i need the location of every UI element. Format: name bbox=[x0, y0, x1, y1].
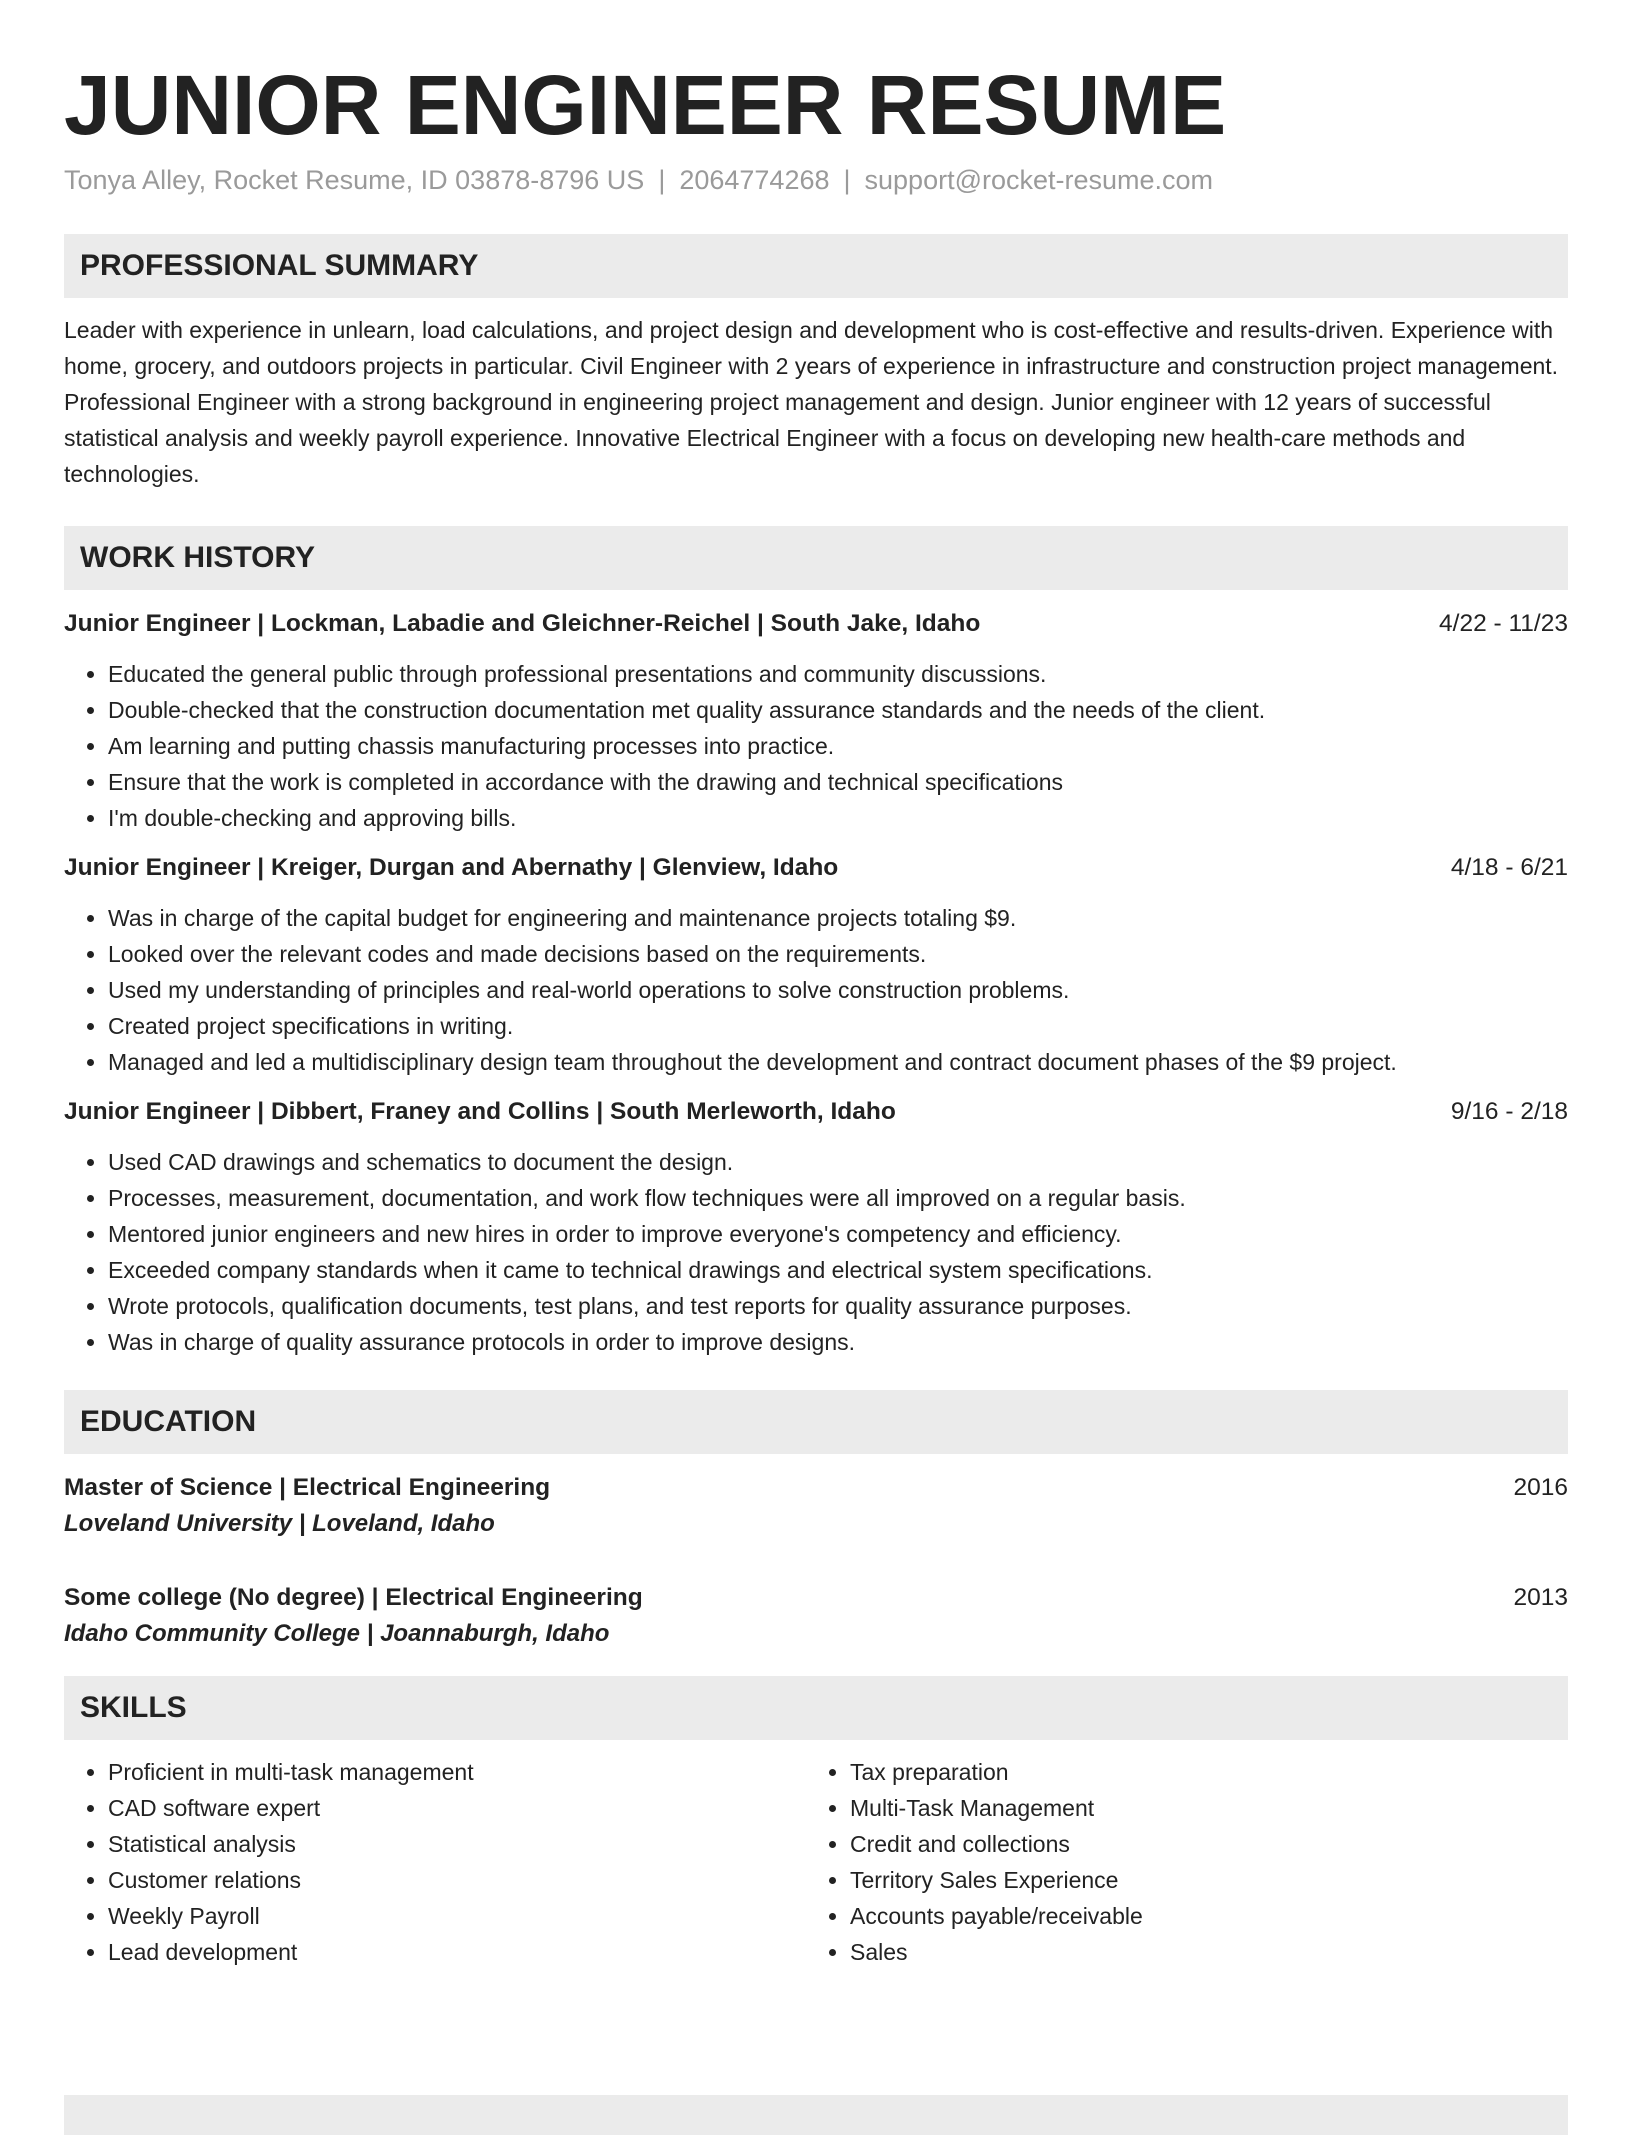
list-item: • CAD software expert bbox=[108, 1790, 806, 1826]
degree: Some college (No degree) | Electrical Engineering bbox=[64, 1584, 643, 1611]
list-item: • Customer relations bbox=[108, 1862, 806, 1898]
list-item: • Wrote protocols, qualification documents, test plans, and test reports for quality assurance purposes. bbox=[108, 1288, 1568, 1324]
list-item: • Created project specifications in writing. bbox=[108, 1008, 1568, 1044]
skills-heading: SKILLS bbox=[64, 1676, 1568, 1740]
list-item: • Territory Sales Experience bbox=[850, 1862, 1548, 1898]
job-bullets bbox=[64, 656, 1568, 836]
list-item: • Was in charge of the capital budget for engineering and maintenance projects totaling $9. bbox=[108, 900, 1568, 936]
list-item: • Managed and led a multidisciplinary design team throughout the development and contract document phases of the $9 project. bbox=[108, 1044, 1568, 1080]
job-dates: 4/22 - 11/23 bbox=[1439, 610, 1568, 637]
summary-heading: PROFESSIONAL SUMMARY bbox=[64, 234, 1568, 298]
job-entry bbox=[64, 606, 1568, 836]
contact-line bbox=[64, 163, 1568, 197]
list-item: • Looked over the relevant codes and made decisions based on the requirements. bbox=[108, 936, 1568, 972]
next-section-bar bbox=[64, 2095, 1568, 2135]
job-dates: 9/16 - 2/18 bbox=[1450, 1098, 1568, 1125]
school: Idaho Community College | Joannaburgh, Idaho bbox=[64, 1620, 610, 1647]
school: Loveland University | Loveland, Idaho bbox=[64, 1510, 495, 1537]
list-item: • Statistical analysis bbox=[108, 1826, 806, 1862]
list-item: • Processes, measurement, documentation, and work flow techniques were all improved on a regular basis. bbox=[108, 1180, 1568, 1216]
page-title: JUNIOR ENGINEER RESUME bbox=[64, 58, 1227, 152]
job-bullets bbox=[64, 900, 1568, 1080]
contact-email: support@rocket-resume.com bbox=[864, 165, 1214, 195]
contact-address: Tonya Alley, Rocket Resume, ID 03878-8796 US bbox=[64, 165, 645, 195]
list-item: • Accounts payable/receivable bbox=[850, 1898, 1548, 1934]
list-item: • Was in charge of quality assurance protocols in order to improve designs. bbox=[108, 1324, 1568, 1360]
job-title: Junior Engineer | Kreiger, Durgan and Abernathy | Glenview, Idaho bbox=[64, 854, 839, 881]
skills-column-left bbox=[64, 1754, 806, 1970]
separator: | bbox=[843, 165, 851, 195]
list-item: • I'm double-checking and approving bills. bbox=[108, 800, 1568, 836]
graduation-year: 2016 bbox=[1513, 1474, 1568, 1501]
list-item: • Double-checked that the construction documentation met quality assurance standards and the needs of the client. bbox=[108, 692, 1568, 728]
summary-text: Leader with experience in unlearn, load calculations, and project design and development who is cost-effective and results-driven. Experience with home, grocery, and outdoors projects in particular. Civil Engineer with 2 years of experience in infrastructure and construction project management. Professional Engineer with a strong background in engineering project management and design. Junior engineer with 12 years of successful statistical analysis and weekly payroll experience. Innovative Electrical Engineer with a focus on developing new health-care methods and technologies. bbox=[64, 317, 1559, 487]
list-item: • Lead development bbox=[108, 1934, 806, 1970]
list-item: • Multi-Task Management bbox=[850, 1790, 1548, 1826]
list-item: • Tax preparation bbox=[850, 1754, 1548, 1790]
education-entry bbox=[64, 1580, 1568, 1652]
education-entry bbox=[64, 1470, 1568, 1542]
job-dates: 4/18 - 6/21 bbox=[1450, 854, 1568, 881]
list-item: • Mentored junior engineers and new hires in order to improve everyone's competency and efficiency. bbox=[108, 1216, 1568, 1252]
list-item: • Used my understanding of principles and real-world operations to solve construction problems. bbox=[108, 972, 1568, 1008]
separator: | bbox=[658, 165, 666, 195]
list-item: • Sales bbox=[850, 1934, 1548, 1970]
graduation-year: 2013 bbox=[1513, 1584, 1568, 1611]
job-entry bbox=[64, 850, 1568, 1080]
list-item: • Am learning and putting chassis manufacturing processes into practice. bbox=[108, 728, 1568, 764]
education-heading: EDUCATION bbox=[64, 1390, 1568, 1454]
job-bullets bbox=[64, 1144, 1568, 1360]
skills-list bbox=[64, 1740, 1568, 1970]
list-item: • Used CAD drawings and schematics to document the design. bbox=[108, 1144, 1568, 1180]
work-history-heading: WORK HISTORY bbox=[64, 526, 1568, 590]
list-item: • Credit and collections bbox=[850, 1826, 1548, 1862]
list-item: • Weekly Payroll bbox=[108, 1898, 806, 1934]
resume-page bbox=[64, 0, 1568, 1970]
contact-phone: 2064774268 bbox=[679, 165, 830, 195]
list-item: • Exceeded company standards when it came to technical drawings and electrical system specifications. bbox=[108, 1252, 1568, 1288]
job-title: Junior Engineer | Lockman, Labadie and Gleichner-Reichel | South Jake, Idaho bbox=[64, 610, 981, 637]
job-entry bbox=[64, 1094, 1568, 1360]
list-item: • Educated the general public through professional presentations and community discussions. bbox=[108, 656, 1568, 692]
list-item: • Ensure that the work is completed in accordance with the drawing and technical specifications bbox=[108, 764, 1568, 800]
list-item: • Proficient in multi-task management bbox=[108, 1754, 806, 1790]
skills-column-right bbox=[806, 1754, 1548, 1970]
degree: Master of Science | Electrical Engineering bbox=[64, 1474, 551, 1501]
job-title: Junior Engineer | Dibbert, Franey and Collins | South Merleworth, Idaho bbox=[64, 1098, 896, 1125]
